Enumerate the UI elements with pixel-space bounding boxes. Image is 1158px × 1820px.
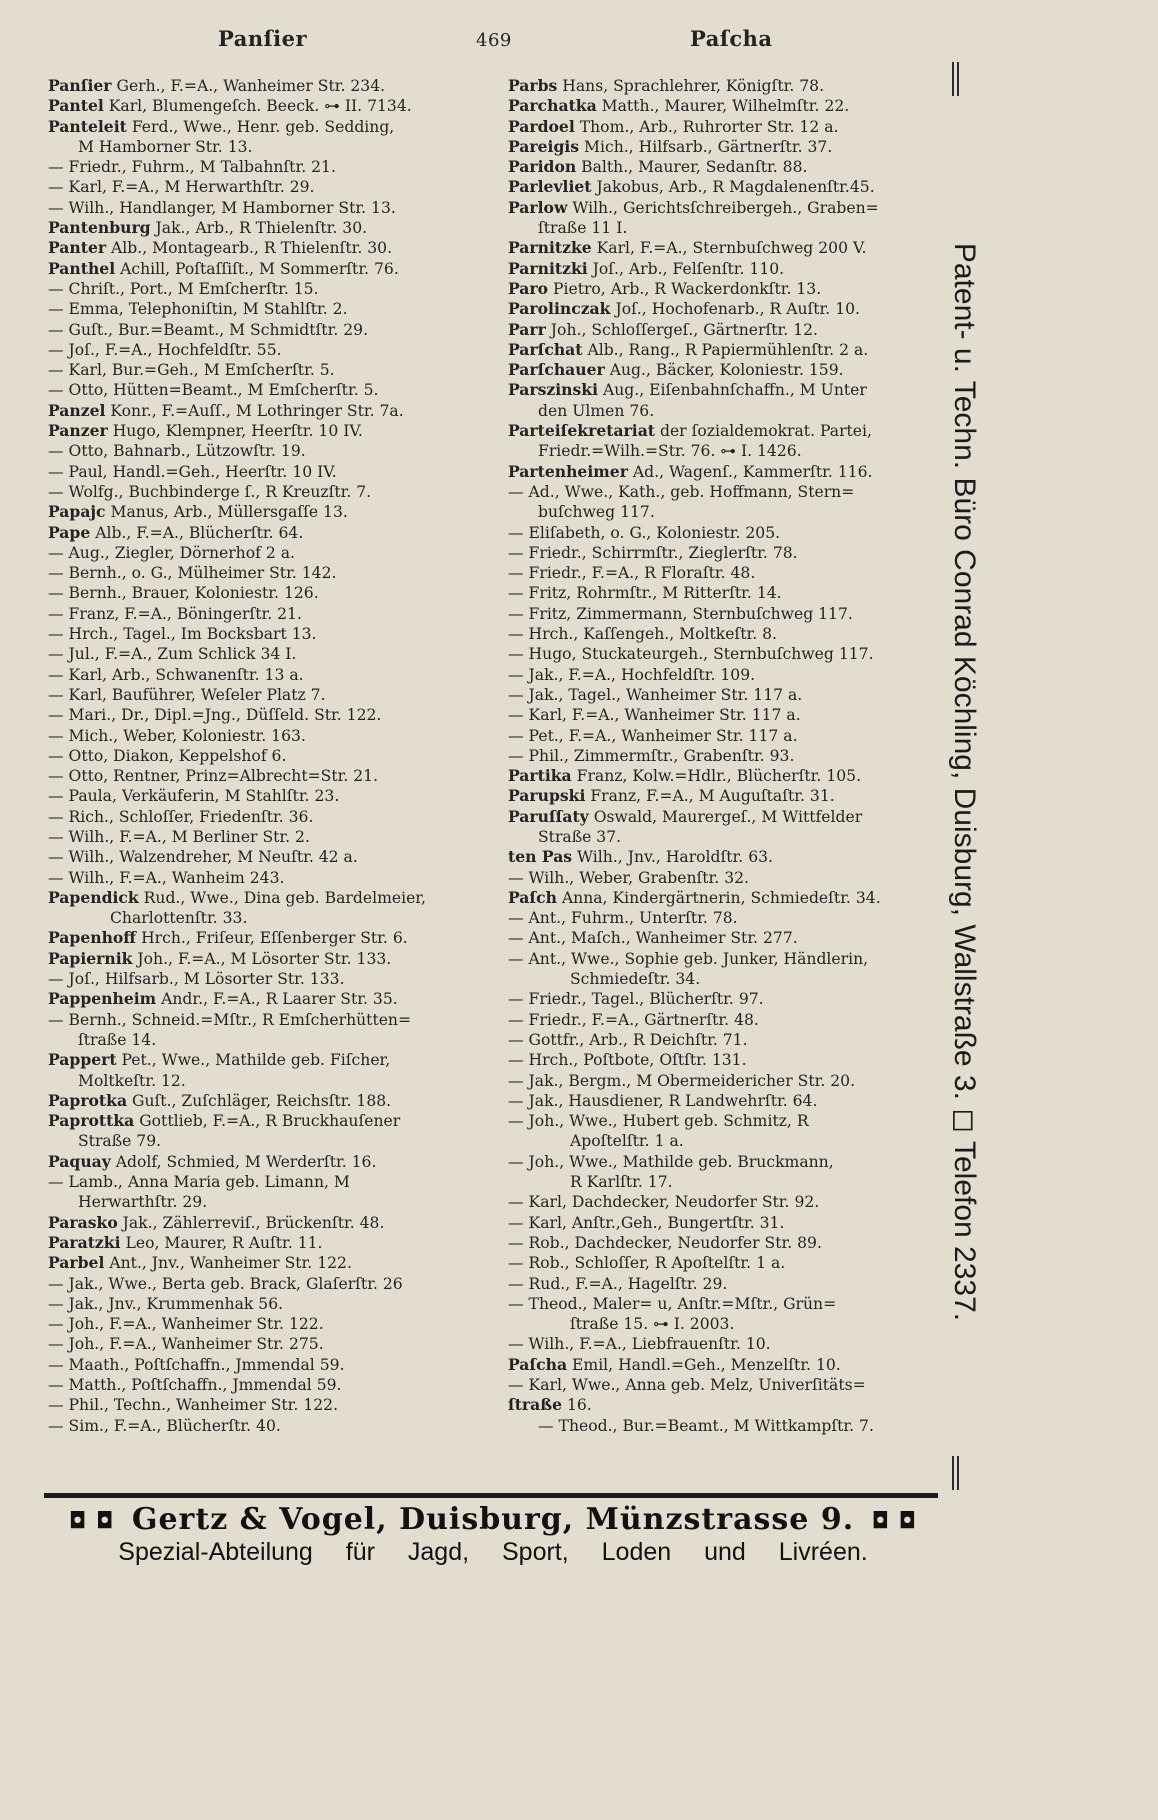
directory-entry: — Chriſt., Port., M Emſcherſtr. 15. — [48, 279, 319, 298]
footer-ad-headline: Gertz & Vogel, Duisburg, Münzstrasse 9. — [131, 1502, 855, 1537]
footer-squares-right: ◘ ◘ — [871, 1508, 918, 1534]
directory-entry: — Lamb., Anna Maria geb. Limann, M — [48, 1173, 350, 1192]
directory-entry: — Theod., Maler= u, Anſtr.=Mſtr., Grün= — [508, 1294, 837, 1313]
directory-entry: — Friedr., F.=A., R Floraſtr. 48. — [508, 564, 756, 583]
directory-entry: — Bernh., Schneid.=Mſtr., R Emſcherhütten= — [48, 1010, 412, 1029]
directory-entry: — Karl, F.=A., M Herwarthſtr. 29. — [48, 178, 315, 197]
directory-entry: — Karl, Arb., Schwanenſtr. 13 a. — [48, 665, 304, 684]
directory-entry: Panteleit Ferd., Wwe., Henr. geb. Sedding, — [48, 116, 395, 136]
directory-entry: — Matth., Poſtſchaffn., Jmmendal 59. — [48, 1376, 342, 1394]
directory-entry: Papendick Rud., Wwe., Dina geb. Bardelmeier, — [48, 887, 426, 907]
directory-entry: — Karl, Dachdecker, Neudorfer Str. 92. — [508, 1193, 820, 1212]
directory-entry: — Joh., Wwe., Hubert geb. Schmitz, R — [508, 1112, 809, 1131]
directory-entry: — Rich., Schloſſer, Friedenſtr. 36. — [48, 807, 314, 826]
directory-entry: — Sim., F.=A., Blücherſtr. 40. — [48, 1416, 281, 1435]
directory-entry: Paprottka Gottlieb, F.=A., R Bruckhauſener — [48, 1111, 401, 1131]
right-column — [508, 76, 934, 1436]
directory-entry: — Friedr., Schirrmſtr., Zieglerſtr. 78. — [508, 543, 798, 562]
sidebar-advertisement — [944, 62, 984, 1490]
directory-entry: — Jak., F.=A., Hochfeldſtr. 109. — [508, 665, 756, 684]
directory-entry: — Jak., Bergm., M Obermeidericher Str. 20. — [508, 1071, 856, 1090]
entry-continuation: Straße 37. — [538, 827, 622, 846]
footer-advertisement — [48, 1500, 938, 1540]
entry-continuation: Apoſtelſtr. 1 a. — [570, 1132, 684, 1151]
directory-entry: — Pet., F.=A., Wanheimer Str. 117 a. — [508, 726, 798, 745]
directory-entry: — Otto, Rentner, Prinz=Albrecht=Str. 21. — [48, 767, 379, 786]
directory-entry: — Ant., Fuhrm., Unterſtr. 78. — [508, 909, 738, 928]
directory-entry: — Wilh., F.=A., Liebfrauenſtr. 10. — [508, 1335, 771, 1354]
directory-entry: — Guſt., Bur.=Beamt., M Schmidtſtr. 29. — [48, 320, 369, 339]
directory-entry: Paprotka Guſt., Zuſchläger, Reichsſtr. 188. — [48, 1090, 392, 1110]
directory-entry: Pappert Pet., Wwe., Mathilde geb. Fiſcher, — [48, 1050, 391, 1070]
directory-entry: Pappenheim Andr., F.=A., R Laarer Str. 35. — [48, 989, 398, 1009]
directory-entry: — Otto, Hütten=Beamt., M Emſcherſtr. 5. — [48, 381, 379, 400]
directory-entry: — Phil., Zimmermſtr., Grabenſtr. 93. — [508, 746, 795, 765]
directory-entry: — Joh., F.=A., Wanheimer Str. 122. — [48, 1315, 324, 1334]
directory-entry: Parolinczak Joſ., Hochofenarb., R Auſtr. 10. — [508, 299, 861, 319]
directory-entry: Pantenburg Jak., Arb., R Thielenſtr. 30. — [48, 218, 368, 238]
directory-entry: — Joh., Wwe., Mathilde geb. Bruckmann, — [508, 1152, 834, 1171]
directory-entry: — Fritz, Zimmermann, Sternbuſchweg 117. — [508, 604, 853, 623]
directory-entry: Partika Franz, Kolw.=Hdlr., Blücherſtr. 105. — [508, 766, 862, 786]
entry-continuation: Friedr.=Wilh.=Str. 76. ⊶ I. 1426. — [538, 442, 802, 461]
directory-entry: — Hrch., Poſtbote, Oſtſtr. 131. — [508, 1051, 747, 1070]
directory-entry: — Jak., Hausdiener, R Landwehrſtr. 64. — [508, 1091, 818, 1110]
directory-entry: — Karl, Wwe., Anna geb. Melz, Univerſitäts= — [508, 1376, 866, 1394]
directory-entry: Panter Alb., Montagearb., R Thielenſtr. 30. — [48, 238, 393, 258]
directory-entry: — Otto, Bahnarb., Lützowſtr. 19. — [48, 442, 306, 461]
entry-continuation: Charlottenſtr. 33. — [110, 909, 248, 928]
directory-entry: — Jak., Tagel., Wanheimer Str. 117 a. — [508, 685, 803, 704]
entry-continuation: Straße 79. — [78, 1132, 162, 1151]
directory-entry: Parchatka Matth., Maurer, Wilhelmſtr. 22. — [508, 96, 850, 116]
directory-entry: Parnitzki Joſ., Arb., Felſenſtr. 110. — [508, 258, 785, 278]
sidebar-rule-top-2 — [957, 62, 959, 96]
directory-entry: Pareigis Mich., Hilfsarb., Gärtnerſtr. 37. — [508, 136, 833, 156]
directory-entry: — Hrch., Kaſſengeh., Moltkeſtr. 8. — [508, 625, 777, 644]
footer-rule — [44, 1493, 938, 1498]
directory-entry: Papenhoff Hrch., Friſeur, Eſſenberger Str. 6. — [48, 928, 408, 948]
directory-entry: Paratzki Leo, Maurer, R Auſtr. 11. — [48, 1232, 323, 1252]
directory-entry: Pape Alb., F.=A., Blücherſtr. 64. — [48, 522, 304, 542]
directory-entry: — Wilh., Handlanger, M Hamborner Str. 13. — [48, 198, 396, 217]
directory-entry: — Aug., Ziegler, Dörnerhof 2 a. — [48, 543, 295, 562]
directory-entry: Pantel Karl, Blumengeſch. Beeck. ⊶ II. 7134. — [48, 96, 412, 116]
entry-continuation: Moltkeſtr. 12. — [78, 1071, 186, 1090]
footer-ad-subline: Spezial-Abteilung für Jagd, Sport, Loden und Livréen. — [118, 1538, 868, 1566]
directory-entry: Panzel Konr., F.=Auſſ., M Lothringer Str. 7a. — [48, 400, 404, 420]
footer-squares-left: ◘ ◘ — [68, 1508, 115, 1534]
directory-entry: — Joſ., F.=A., Hochfeldſtr. 55. — [48, 340, 282, 359]
directory-entry: — Karl, F.=A., Wanheimer Str. 117 a. — [508, 706, 801, 725]
directory-entry: — Paul, Handl.=Geh., Heerſtr. 10 IV. — [48, 462, 337, 481]
directory-entry: — Ant., Wwe., Sophie geb. Junker, Händlerin, — [508, 949, 869, 968]
entry-continuation: Schmiedeſtr. 34. — [570, 970, 701, 989]
directory-entry: — Hrch., Tagel., Im Bocksbart 13. — [48, 625, 317, 644]
directory-entry: Parteiſekretariat der ſozialdemokrat. Partei, — [508, 421, 872, 441]
directory-entry: — Fritz, Rohrmſtr., M Ritterſtr. 14. — [508, 584, 782, 603]
directory-entry: — Friedr., F.=A., Gärtnerſtr. 48. — [508, 1010, 759, 1029]
directory-entry: — Paula, Verkäuferin, M Stahlſtr. 23. — [48, 787, 340, 806]
directory-entry: — Rob., Schloſſer, R Apoſtelſtr. 1 a. — [508, 1254, 786, 1273]
directory-entry: Parſchat Alb., Rang., R Papiermühlenſtr. 2 a. — [508, 339, 869, 359]
directory-entry: — Jul., F.=A., Zum Schlick 34 I. — [48, 645, 297, 664]
directory-entry: — Bernh., Brauer, Koloniestr. 126. — [48, 584, 319, 603]
directory-entry: — Friedr., Fuhrm., M Talbahnſtr. 21. — [48, 158, 336, 177]
directory-entry: — Karl, Bur.=Geh., M Emſcherſtr. 5. — [48, 361, 335, 380]
directory-entry: — Maath., Poſtſchaffn., Jmmendal 59. — [48, 1355, 345, 1374]
directory-entry: — Joh., F.=A., Wanheimer Str. 275. — [48, 1335, 324, 1354]
running-head-right: Paſcha — [690, 26, 773, 51]
directory-entry: Paruſſaty Oswald, Maurergeſ., M Wittfelder — [508, 806, 863, 826]
running-head-left: Panſier — [218, 26, 308, 51]
directory-entry: Parupski Franz, F.=A., M Auguſtaſtr. 31. — [508, 786, 835, 806]
directory-entry: — Gottfr., Arb., R Deichſtr. 71. — [508, 1030, 748, 1049]
entry-continuation: ſtraße 15. ⊶ I. 2003. — [570, 1315, 735, 1334]
directory-entry: Parſchauer Aug., Bäcker, Koloniestr. 159. — [508, 360, 844, 380]
directory-entry: — Wilh., F.=A., Wanheim 243. — [48, 868, 285, 887]
directory-entry: — Friedr., Tagel., Blücherſtr. 97. — [508, 990, 764, 1009]
entry-continuation: R Karlſtr. 17. — [570, 1173, 673, 1192]
directory-entry: Panthel Achill, Poſtaſſiſt., M Sommerſtr. 76. — [48, 258, 399, 278]
directory-entry: Pardoel Thom., Arb., Ruhrorter Str. 12 a. — [508, 116, 839, 136]
left-column — [48, 76, 478, 1436]
directory-entry: — Joſ., Hilfsarb., M Lösorter Str. 133. — [48, 970, 345, 989]
directory-entry: — Franz, F.=A., Böningerſtr. 21. — [48, 604, 302, 623]
directory-entry: — Jak., Wwe., Berta geb. Brack, Glaſerſtr. 26 — [48, 1274, 403, 1293]
directory-entry: — Hugo, Stuckateurgeh., Sternbuſchweg 117. — [508, 645, 874, 664]
directory-entry: — Otto, Diakon, Keppelshof 6. — [48, 746, 287, 765]
directory-entry: Parlow Wilh., Gerichtsſchreibergeh., Graben= — [508, 197, 879, 217]
directory-entry: Paſcha Emil, Handl.=Geh., Menzelſtr. 10. — [508, 1354, 841, 1374]
entry-continuation: buſchweg 117. — [538, 503, 655, 522]
page-number: 469 — [476, 30, 512, 51]
directory-entry: — Wolfg., Buchbinderge ſ., R Kreuzſtr. 7. — [48, 482, 372, 501]
directory-entry: Parbel Ant., Jnv., Wanheimer Str. 122. — [48, 1253, 352, 1273]
directory-entry: — Eliſabeth, o. G., Koloniestr. 205. — [508, 523, 781, 542]
directory-entry: Paquay Adolf, Schmied, M Werderſtr. 16. — [48, 1151, 377, 1171]
directory-entry: Parlevliet Jakobus, Arb., R Magdalenenſtr.45. — [508, 177, 875, 197]
entry-continuation: — Theod., Bur.=Beamt., M Wittkampſtr. 7. — [538, 1416, 874, 1435]
sidebar-rule-top — [952, 62, 954, 96]
directory-entry: — Rob., Dachdecker, Neudorfer Str. 89. — [508, 1233, 822, 1252]
directory-entry: — Wilh., Weber, Grabenſtr. 32. — [508, 868, 749, 887]
directory-entry: Parnitzke Karl, F.=A., Sternbuſchweg 200 V. — [508, 238, 867, 258]
directory-entry: Parasko Jak., Zählerreviſ., Brückenſtr. 48. — [48, 1212, 385, 1232]
directory-entry: Paſch Anna, Kindergärtnerin, Schmiedeſtr. 34. — [508, 887, 881, 907]
directory-entry: Papajc Manus, Arb., Müllersgaſſe 13. — [48, 502, 348, 522]
directory-entry: — Karl, Anſtr.,Geh., Bungertſtr. 31. — [508, 1213, 785, 1232]
directory-entry: Parszinski Aug., Eiſenbahnſchaffn., M Unter — [508, 380, 867, 400]
directory-entry: — Wilh., Walzendreher, M Neuſtr. 42 a. — [48, 848, 358, 867]
entry-continuation: ſtraße 11 I. — [538, 219, 628, 238]
directory-entry: — Jak., Jnv., Krummenhak 56. — [48, 1294, 284, 1313]
entry-continuation: den Ulmen 76. — [538, 401, 655, 420]
directory-entry: Parr Joh., Schloſſergeſ., Gärtnerſtr. 12. — [508, 319, 818, 339]
directory-entry: Papiernik Joh., F.=A., M Lösorter Str. 133. — [48, 948, 392, 968]
entry-continuation: ſtraße 14. — [78, 1030, 157, 1049]
directory-entry: — Mich., Weber, Koloniestr. 163. — [48, 726, 306, 745]
directory-entry: — Emma, Telephoniſtin, M Stahlſtr. 2. — [48, 300, 348, 319]
directory-entry: Paro Pietro, Arb., R Wackerdonkſtr. 13. — [508, 278, 822, 298]
directory-entry: — Karl, Bauführer, Weſeler Platz 7. — [48, 685, 326, 704]
directory-entry: Partenheimer Ad., Wagenſ., Kammerſtr. 116. — [508, 461, 873, 481]
directory-entry: Parbs Hans, Sprachlehrer, Königſtr. 78. — [508, 76, 825, 95]
entry-continuation: M Hamborner Str. 13. — [78, 137, 253, 156]
directory-entry: — Bernh., o. G., Mülheimer Str. 142. — [48, 564, 337, 583]
directory-entry: Paridon Balth., Maurer, Sedanſtr. 88. — [508, 157, 808, 177]
directory-entry: ten Pas Wilh., Jnv., Haroldſtr. 63. — [508, 847, 774, 867]
directory-entry: ſtraße 16. — [508, 1395, 592, 1415]
directory-entry: — Phil., Techn., Wanheimer Str. 122. — [48, 1396, 339, 1415]
directory-entry: — Ant., Maſch., Wanheimer Str. 277. — [508, 929, 798, 948]
directory-entry: — Mari., Dr., Dipl.=Jng., Düſſeld. Str. 122. — [48, 706, 382, 725]
entry-continuation: Herwarthſtr. 29. — [78, 1193, 208, 1212]
directory-entry: — Ad., Wwe., Kath., geb. Hoffmann, Stern= — [508, 482, 855, 501]
directory-entry: — Rud., F.=A., Hagelſtr. 29. — [508, 1274, 728, 1293]
directory-entry: Panſier Gerh., F.=A., Wanheimer Str. 234. — [48, 76, 386, 95]
directory-entry: — Wilh., F.=A., M Berliner Str. 2. — [48, 827, 310, 846]
directory-entry: Panzer Hugo, Klempner, Heerſtr. 10 IV. — [48, 421, 363, 441]
sidebar-ad-text: Patent- u. Techn. Büro Conrad Köchling, Duisburg, Wallstraße 3. ◻ Telefon 2337. — [948, 242, 981, 1322]
